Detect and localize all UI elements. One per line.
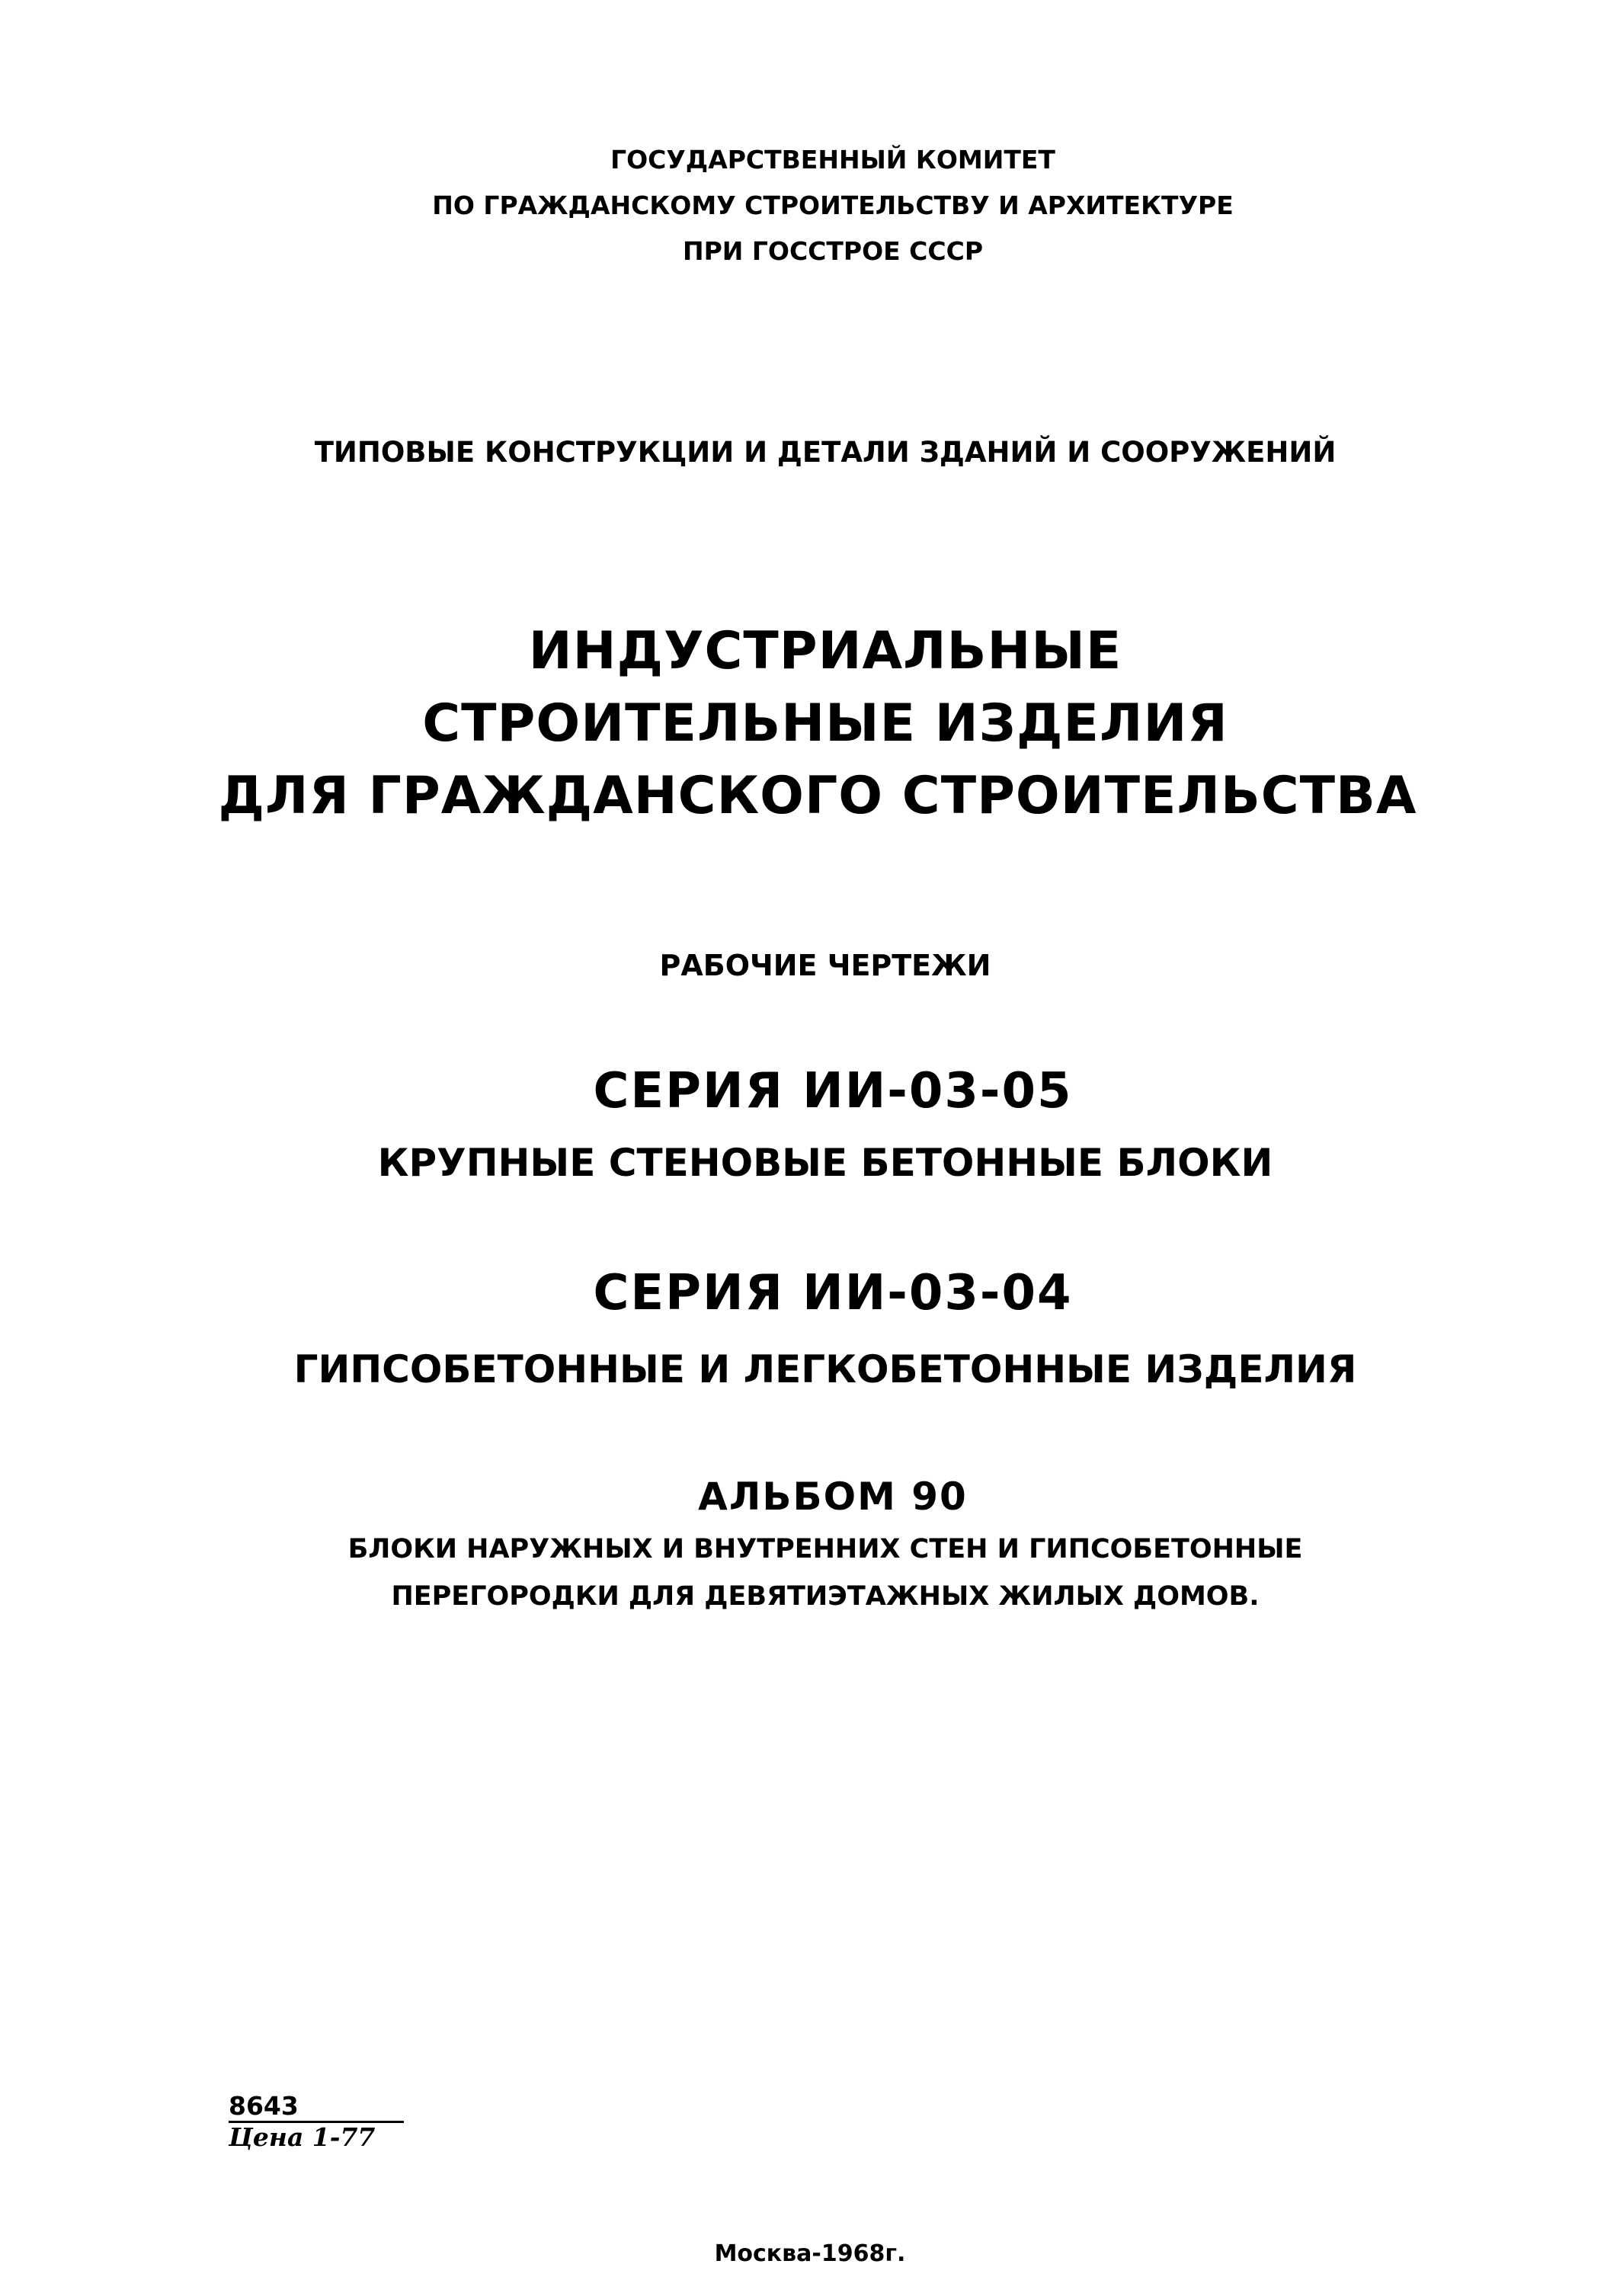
series-2-name: СЕРИЯ ИИ-03-04 [593, 1265, 1073, 1321]
album-name: АЛЬБОМ 90 [698, 1475, 968, 1519]
place-and-year: Москва-1968г. [714, 2240, 906, 2267]
main-title-line-3: ДЛЯ ГРАЖДАНСКОГО СТРОИТЕЛЬСТВА [218, 766, 1417, 826]
working-drawings-label: РАБОЧИЕ ЧЕРТЕЖИ [659, 949, 991, 982]
committee-line-2: ПО ГРАЖДАНСКОМУ СТРОИТЕЛЬСТВУ И АРХИТЕКТУРЕ [432, 191, 1234, 220]
price-label: Цена 1-77 [229, 2122, 376, 2152]
album-description-line-2: ПЕРЕГОРОДКИ ДЛЯ ДЕВЯТИЭТАЖНЫХ ЖИЛЫХ ДОМОВ. [391, 1581, 1260, 1612]
album-description-line-1: БЛОКИ НАРУЖНЫХ И ВНУТРЕННИХ СТЕН И ГИПСОБЕТОННЫЕ [347, 1534, 1303, 1564]
catalog-code: 8643 [229, 2092, 404, 2123]
collection-subtitle: ТИПОВЫЕ КОНСТРУКЦИИ И ДЕТАЛИ ЗДАНИЙ И СООРУЖЕНИЙ [314, 436, 1337, 469]
committee-line-1: ГОСУДАРСТВЕННЫЙ КОМИТЕТ [610, 145, 1055, 175]
committee-line-3: ПРИ ГОССТРОЕ СССР [682, 236, 984, 266]
series-2-description: ГИПСОБЕТОННЫЕ И ЛЕГКОБЕТОННЫЕ ИЗДЕЛИЯ [293, 1347, 1357, 1391]
series-1-name: СЕРИЯ ИИ-03-05 [593, 1063, 1073, 1119]
main-title-line-1: ИНДУСТРИАЛЬНЫЕ [528, 621, 1122, 681]
series-1-description: КРУПНЫЕ СТЕНОВЫЕ БЕТОННЫЕ БЛОКИ [377, 1141, 1273, 1185]
main-title-line-2: СТРОИТЕЛЬНЫЕ ИЗДЕЛИЯ [422, 693, 1228, 754]
